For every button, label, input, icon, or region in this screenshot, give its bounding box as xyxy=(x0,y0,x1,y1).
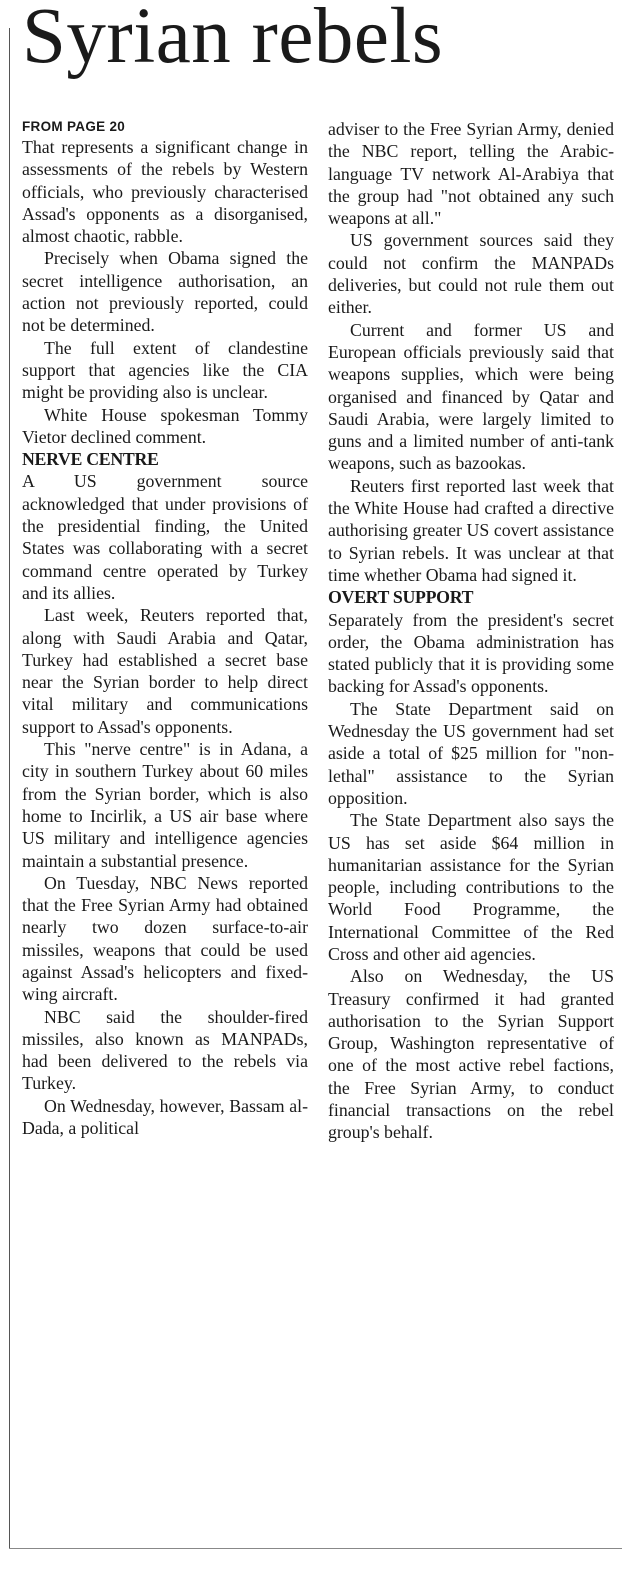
paragraph: Precisely when Obama signed the secret intelligence authorisation, an action not previously reported, could not be determined. xyxy=(22,248,308,336)
paragraph: Separately from the president's secret order, the Obama administration has stated publicly that it is providing some backing for Assad's opponents. xyxy=(328,609,614,697)
paragraph: On Wednesday, however, Bassam al-Dada, a political xyxy=(22,1095,308,1139)
paragraph: Also on Wednesday, the US Treasury confirmed it had granted authorisation to the Syrian Support Group, Washington representative of one of the most active rebel factions, the Free Syrian Army, to conduct financial transactions on the rebel group's behalf. xyxy=(328,966,614,1143)
paragraph: adviser to the Free Syrian Army, denied the NBC report, telling the Arabic-language TV network Al-Arabiya that the group had "not obtained any such weapons at all." xyxy=(328,119,614,229)
paragraph: The full extent of clandestine support that agencies like the CIA might be providing also is unclear. xyxy=(22,337,308,403)
paragraph: A US government source acknowledged that under provisions of the presidential finding, the United States was collaborating with a secret command centre operated by Turkey and its allies. xyxy=(22,471,308,603)
paragraph: Last week, Reuters reported that, along with Saudi Arabia and Qatar, Turkey had established a secret base near the Syrian border to help direct vital military and communications support to Assad's opponents. xyxy=(22,605,308,737)
subheading: NERVE CENTRE xyxy=(22,449,159,470)
column-rule xyxy=(9,28,10,1548)
paragraph: The State Department said on Wednesday the US government had set aside a total of $25 million for "non-lethal" assistance to the Syrian opposition. xyxy=(328,698,614,808)
subheading: OVERT SUPPORT xyxy=(328,587,474,608)
paragraph: On Tuesday, NBC News reported that the Free Syrian Army had obtained nearly two dozen surface-to-air missiles, weapons that could be used against Assad's helicopters and fixed-wing aircraft. xyxy=(22,872,308,1005)
paragraph: The State Department also says the US has set aside $64 million in humanitarian assistance for the Syrian people, including contributions to the World Food Programme, the International Committee of the Red Cross and other aid agencies. xyxy=(328,810,614,964)
continued-from-label: FROM PAGE 20 xyxy=(22,119,126,134)
paragraph: Reuters first reported last week that the White House had crafted a directive authorising greater US covert assistance to Syrian rebels. It was unclear at that time whether Obama had signed it. xyxy=(328,475,614,585)
paragraph: Current and former US and European officials previously said that weapons supplies, which were being organised and financed by Qatar and Saudi Arabia, were largely limited to guns and a limited number of anti-tank weapons, such as bazookas. xyxy=(328,319,614,474)
paragraph: White House spokesman Tommy Vietor declined comment. xyxy=(22,404,308,447)
left-column xyxy=(22,118,308,1139)
paragraph: This "nerve centre" is in Adana, a city in southern Turkey about 60 miles from the Syrian border, which is also home to Incirlik, a US air base where US military and intelligence agencies maintain a substantial presence. xyxy=(22,739,308,871)
paragraph: That represents a significant change in assessments of the rebels by Western officials, who previously characterised Assad's opponents as a disorganised, almost chaotic, rabble. xyxy=(22,137,308,247)
right-column xyxy=(328,118,614,1144)
paragraph: US government sources said they could not confirm the MANPADs deliveries, but could not rule them out either. xyxy=(328,230,614,318)
paragraph: NBC said the shoulder-fired missiles, also known as MANPADs, had been delivered to the rebels via Turkey. xyxy=(22,1006,308,1094)
headline: Syrian rebels xyxy=(22,0,444,80)
bottom-rule xyxy=(9,1548,622,1549)
